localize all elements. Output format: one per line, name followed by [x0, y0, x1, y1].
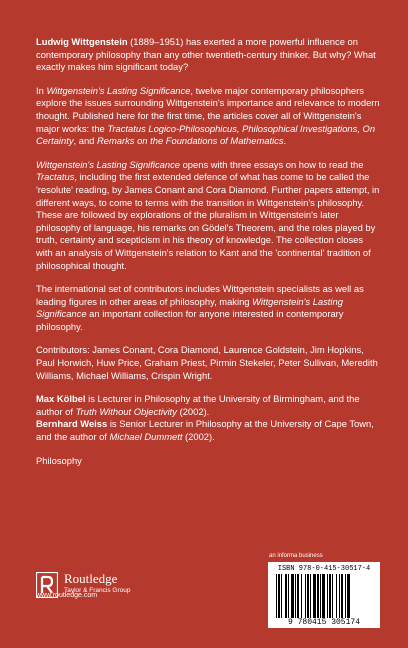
book-title-ref: Wittgenstein's Lasting Significance [46, 84, 191, 96]
editor-2-bio: is Senior Lecturer in Philosophy at the University of Cape Town, and the author of [36, 418, 374, 443]
author-name: Ludwig Wittgenstein [36, 36, 128, 47]
book-title-ref: Wittgenstein's Lasting Significance [36, 295, 343, 320]
subject-category: Philosophy [36, 454, 82, 466]
overview-text-a: In [36, 84, 47, 96]
editor-1-year: (2002). [176, 405, 210, 417]
barcode-icon [276, 574, 374, 618]
overview-text-b: , twelve major contemporary philosophers explore the issues surrounding Wittgenstein's importance and relevance to modern thought. Published here for the first time, the articles cover all of Wittgenstein's major works: the [36, 84, 380, 134]
editor-1-name: Max Kölbel [36, 393, 86, 405]
barcode-panel [268, 562, 380, 628]
works-list: Tractatus Logico-Philosophicus, Philosophical Investigations, On Certainty [36, 122, 376, 147]
intro-text: (1889–1951) has exerted a more powerful influence on contemporary philosophy than any other twentieth-century thinker. But why? What exactly makes him significant today? [36, 36, 376, 73]
editor-1-book: Truth Without Objectivity [75, 405, 177, 417]
editor-2-book: Michael Dummett [109, 431, 183, 443]
audience-text-a: The international set of contributors includes Wittgenstein specialists as well as leading figures in other areas of philosophy, making [36, 283, 364, 307]
blurb-text [36, 36, 381, 478]
publisher-group: Taylor & Francis Group [64, 587, 131, 594]
work-remarks: Remarks on the Foundations of Mathematics [96, 135, 284, 147]
contributors-paragraph: Contributors: James Conant, Cora Diamond, Laurence Goldstein, Jim Hopkins, Paul Horwich, Huw Price, Graham Priest, Pirmin Stekeler, Peter Sullivan, Meredith Williams, Michael Williams, Crispin Wright. [36, 344, 378, 381]
publisher-website: www.routledge.com [36, 592, 98, 599]
informa-tagline: an informa business [269, 553, 323, 559]
editor-1-bio: is Lecturer in Philosophy at the University of Birmingham, and the author of [36, 393, 360, 417]
overview-text-d: . [283, 135, 287, 147]
editor-2-name: Bernhard Weiss [36, 418, 108, 430]
contents-paragraph [36, 159, 381, 272]
publisher-name: Routledge [64, 571, 118, 586]
barcode-number: 9 780415 305174 [287, 618, 360, 627]
book-title-ref: Wittgenstein's Lasting Significance [36, 158, 180, 170]
audience-text-b: an important collection for anyone interested in contemporary philosophy. [36, 308, 344, 332]
intro-paragraph [36, 36, 381, 74]
audience-paragraph [36, 283, 381, 333]
isbn-text: ISBN 978-0-415-30517-4 [277, 565, 371, 573]
overview-paragraph [36, 85, 381, 148]
editor-2-year: (2002). [182, 431, 215, 443]
contents-text-a: opens with three essays on how to read the [179, 158, 364, 170]
contents-text-b: , including the first extended defence of what has come to be called the 'resolute' reading, by James Conant and Cora Diamond. Further papers attempt, in different ways, to come to terms with the transition in Wittgenstein's philosophy. These are followed by explorations of the pluralism in Wittgenstein's later philosophy of language, his remarks on Gödel's Theorem, and the roles played by truth, certainty and scepticism in his theory of knowledge. The collection closes with an analysis of Wittgenstein's relation to Kant and the 'continental' tradition of philosophical thought. [36, 171, 380, 271]
editors-paragraph [36, 393, 381, 443]
overview-text-c: , and [73, 135, 97, 147]
tractatus-ref: Tractatus [36, 171, 75, 183]
